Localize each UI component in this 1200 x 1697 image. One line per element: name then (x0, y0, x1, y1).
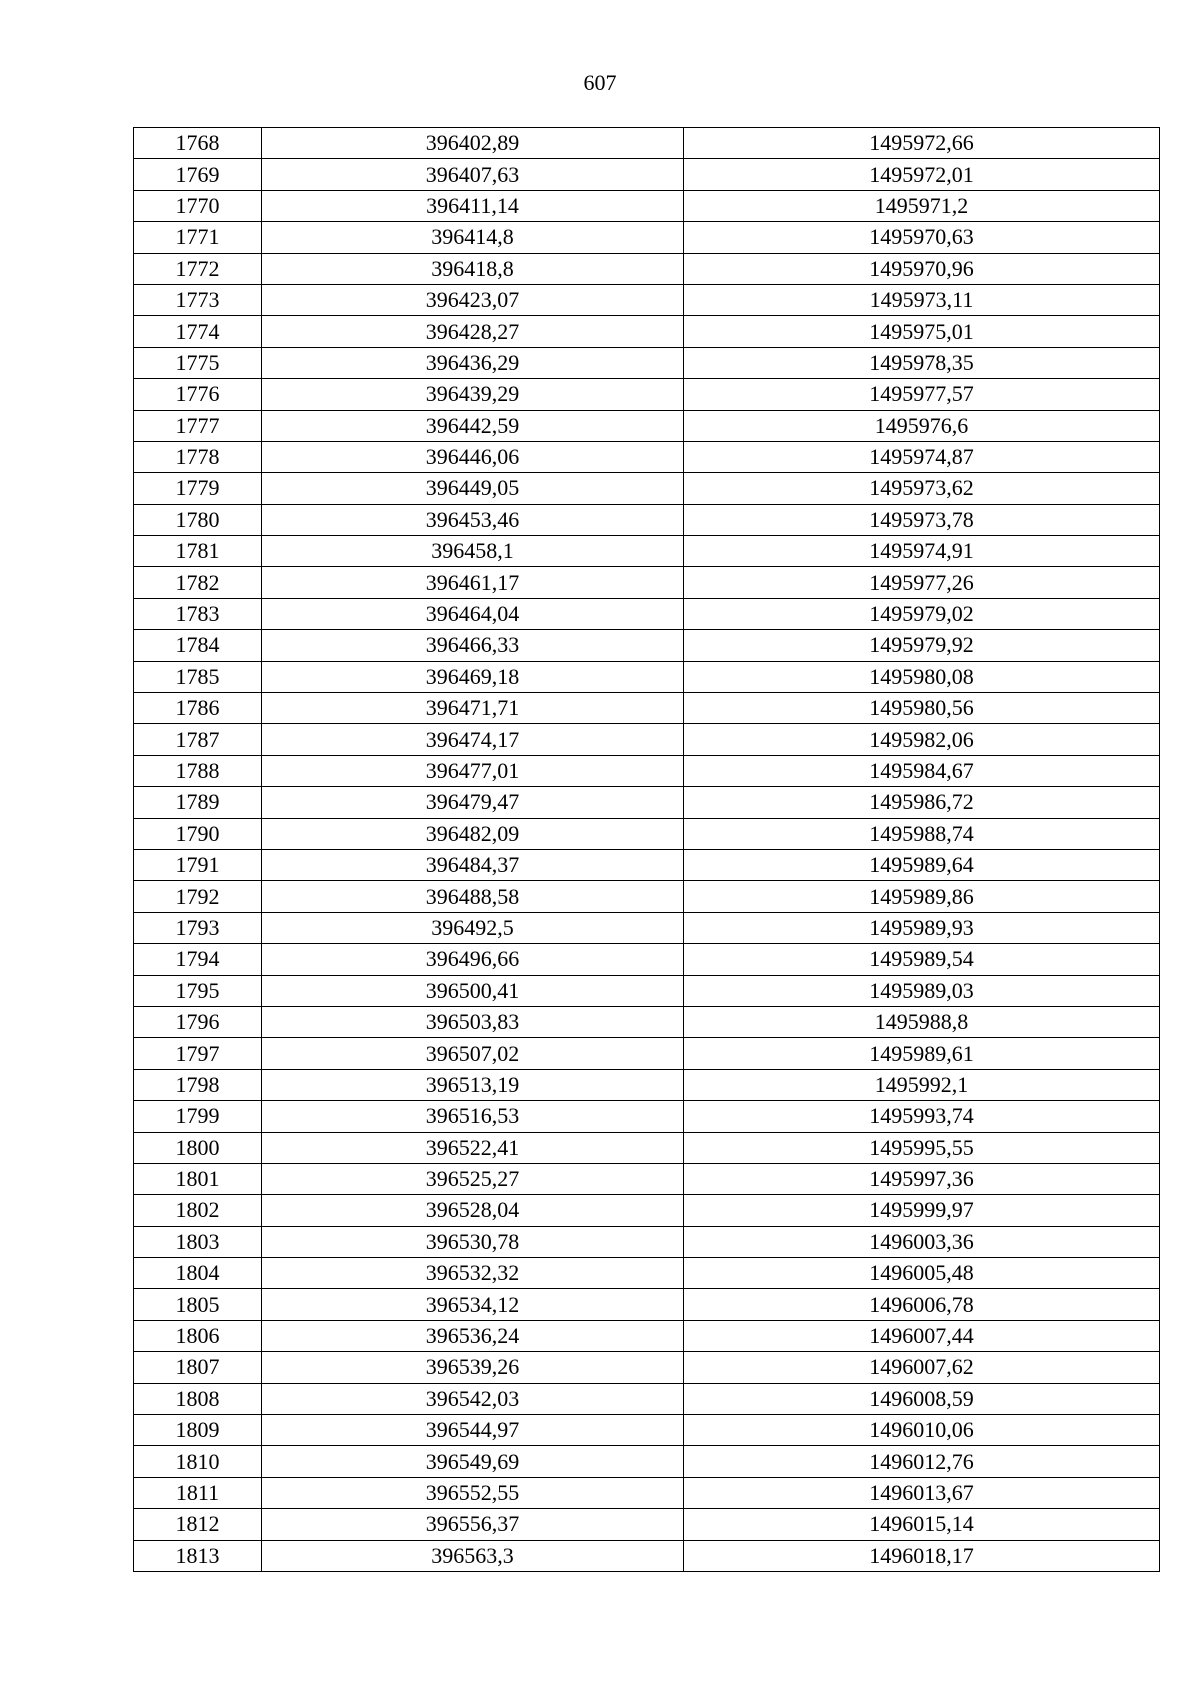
y-coordinate-cell: 1495971,2 (684, 190, 1160, 221)
point-number-cell: 1777 (134, 410, 262, 441)
point-number-cell: 1795 (134, 975, 262, 1006)
y-coordinate-cell: 1495995,55 (684, 1132, 1160, 1163)
table-row (134, 1352, 1160, 1383)
table-row (134, 1163, 1160, 1194)
y-coordinate-cell: 1495977,57 (684, 379, 1160, 410)
point-number-cell: 1784 (134, 630, 262, 661)
table-row (134, 1415, 1160, 1446)
table-row (134, 1446, 1160, 1477)
point-number-cell: 1805 (134, 1289, 262, 1320)
table-row (134, 1006, 1160, 1037)
table-row (134, 316, 1160, 347)
x-coordinate-cell: 396536,24 (262, 1320, 684, 1351)
y-coordinate-cell: 1496012,76 (684, 1446, 1160, 1477)
y-coordinate-cell: 1495979,02 (684, 598, 1160, 629)
x-coordinate-cell: 396471,71 (262, 693, 684, 724)
coordinates-table (133, 127, 1160, 1572)
table-row (134, 1038, 1160, 1069)
table-row (134, 944, 1160, 975)
table-row (134, 849, 1160, 880)
point-number-cell: 1801 (134, 1163, 262, 1194)
point-number-cell: 1789 (134, 787, 262, 818)
table-row (134, 975, 1160, 1006)
table-row (134, 1320, 1160, 1351)
x-coordinate-cell: 396428,27 (262, 316, 684, 347)
x-coordinate-cell: 396492,5 (262, 912, 684, 943)
point-number-cell: 1776 (134, 379, 262, 410)
x-coordinate-cell: 396402,89 (262, 128, 684, 159)
table-row (134, 818, 1160, 849)
y-coordinate-cell: 1495989,64 (684, 849, 1160, 880)
point-number-cell: 1812 (134, 1509, 262, 1540)
table-row (134, 881, 1160, 912)
point-number-cell: 1804 (134, 1258, 262, 1289)
x-coordinate-cell: 396522,41 (262, 1132, 684, 1163)
table-row (134, 1195, 1160, 1226)
y-coordinate-cell: 1495989,93 (684, 912, 1160, 943)
x-coordinate-cell: 396458,1 (262, 536, 684, 567)
point-number-cell: 1786 (134, 693, 262, 724)
point-number-cell: 1800 (134, 1132, 262, 1163)
table-row (134, 190, 1160, 221)
point-number-cell: 1780 (134, 504, 262, 535)
point-number-cell: 1796 (134, 1006, 262, 1037)
point-number-cell: 1783 (134, 598, 262, 629)
x-coordinate-cell: 396411,14 (262, 190, 684, 221)
table-row (134, 1383, 1160, 1414)
table-row (134, 473, 1160, 504)
table-row (134, 441, 1160, 472)
x-coordinate-cell: 396461,17 (262, 567, 684, 598)
y-coordinate-cell: 1495975,01 (684, 316, 1160, 347)
point-number-cell: 1799 (134, 1101, 262, 1132)
point-number-cell: 1806 (134, 1320, 262, 1351)
point-number-cell: 1770 (134, 190, 262, 221)
x-coordinate-cell: 396513,19 (262, 1069, 684, 1100)
point-number-cell: 1787 (134, 724, 262, 755)
x-coordinate-cell: 396466,33 (262, 630, 684, 661)
x-coordinate-cell: 396482,09 (262, 818, 684, 849)
point-number-cell: 1771 (134, 222, 262, 253)
x-coordinate-cell: 396453,46 (262, 504, 684, 535)
y-coordinate-cell: 1496003,36 (684, 1226, 1160, 1257)
coordinates-table-body (134, 128, 1160, 1572)
table-row (134, 410, 1160, 441)
x-coordinate-cell: 396449,05 (262, 473, 684, 504)
y-coordinate-cell: 1496007,44 (684, 1320, 1160, 1351)
point-number-cell: 1790 (134, 818, 262, 849)
y-coordinate-cell: 1496013,67 (684, 1477, 1160, 1508)
table-row (134, 222, 1160, 253)
y-coordinate-cell: 1495976,6 (684, 410, 1160, 441)
y-coordinate-cell: 1495980,56 (684, 693, 1160, 724)
y-coordinate-cell: 1495970,63 (684, 222, 1160, 253)
x-coordinate-cell: 396552,55 (262, 1477, 684, 1508)
x-coordinate-cell: 396436,29 (262, 347, 684, 378)
y-coordinate-cell: 1495972,66 (684, 128, 1160, 159)
point-number-cell: 1794 (134, 944, 262, 975)
x-coordinate-cell: 396507,02 (262, 1038, 684, 1069)
table-row (134, 1132, 1160, 1163)
point-number-cell: 1778 (134, 441, 262, 472)
table-row (134, 755, 1160, 786)
x-coordinate-cell: 396503,83 (262, 1006, 684, 1037)
point-number-cell: 1788 (134, 755, 262, 786)
y-coordinate-cell: 1495999,97 (684, 1195, 1160, 1226)
x-coordinate-cell: 396464,04 (262, 598, 684, 629)
point-number-cell: 1802 (134, 1195, 262, 1226)
y-coordinate-cell: 1495989,03 (684, 975, 1160, 1006)
y-coordinate-cell: 1495974,87 (684, 441, 1160, 472)
x-coordinate-cell: 396418,8 (262, 253, 684, 284)
table-row (134, 128, 1160, 159)
x-coordinate-cell: 396500,41 (262, 975, 684, 1006)
point-number-cell: 1813 (134, 1540, 262, 1571)
table-row (134, 536, 1160, 567)
point-number-cell: 1785 (134, 661, 262, 692)
point-number-cell: 1774 (134, 316, 262, 347)
y-coordinate-cell: 1496007,62 (684, 1352, 1160, 1383)
y-coordinate-cell: 1496010,06 (684, 1415, 1160, 1446)
x-coordinate-cell: 396479,47 (262, 787, 684, 818)
y-coordinate-cell: 1495978,35 (684, 347, 1160, 378)
table-row (134, 724, 1160, 755)
y-coordinate-cell: 1496015,14 (684, 1509, 1160, 1540)
x-coordinate-cell: 396439,29 (262, 379, 684, 410)
table-row (134, 1509, 1160, 1540)
y-coordinate-cell: 1495982,06 (684, 724, 1160, 755)
table-row (134, 598, 1160, 629)
table-row (134, 1226, 1160, 1257)
table-row (134, 347, 1160, 378)
y-coordinate-cell: 1495973,11 (684, 284, 1160, 315)
x-coordinate-cell: 396414,8 (262, 222, 684, 253)
point-number-cell: 1782 (134, 567, 262, 598)
y-coordinate-cell: 1495986,72 (684, 787, 1160, 818)
y-coordinate-cell: 1495973,78 (684, 504, 1160, 535)
point-number-cell: 1768 (134, 128, 262, 159)
x-coordinate-cell: 396549,69 (262, 1446, 684, 1477)
point-number-cell: 1810 (134, 1446, 262, 1477)
x-coordinate-cell: 396496,66 (262, 944, 684, 975)
x-coordinate-cell: 396477,01 (262, 755, 684, 786)
table-row (134, 661, 1160, 692)
x-coordinate-cell: 396534,12 (262, 1289, 684, 1320)
x-coordinate-cell: 396525,27 (262, 1163, 684, 1194)
y-coordinate-cell: 1495979,92 (684, 630, 1160, 661)
x-coordinate-cell: 396446,06 (262, 441, 684, 472)
y-coordinate-cell: 1495989,54 (684, 944, 1160, 975)
point-number-cell: 1769 (134, 159, 262, 190)
x-coordinate-cell: 396516,53 (262, 1101, 684, 1132)
table-row (134, 284, 1160, 315)
table-row (134, 1258, 1160, 1289)
y-coordinate-cell: 1496006,78 (684, 1289, 1160, 1320)
y-coordinate-cell: 1495993,74 (684, 1101, 1160, 1132)
table-row (134, 567, 1160, 598)
y-coordinate-cell: 1495992,1 (684, 1069, 1160, 1100)
x-coordinate-cell: 396563,3 (262, 1540, 684, 1571)
y-coordinate-cell: 1495980,08 (684, 661, 1160, 692)
y-coordinate-cell: 1496005,48 (684, 1258, 1160, 1289)
x-coordinate-cell: 396530,78 (262, 1226, 684, 1257)
y-coordinate-cell: 1496018,17 (684, 1540, 1160, 1571)
point-number-cell: 1811 (134, 1477, 262, 1508)
page-number: 607 (583, 70, 617, 95)
y-coordinate-cell: 1495973,62 (684, 473, 1160, 504)
x-coordinate-cell: 396556,37 (262, 1509, 684, 1540)
table-row (134, 1477, 1160, 1508)
point-number-cell: 1808 (134, 1383, 262, 1414)
table-row (134, 379, 1160, 410)
table-row (134, 630, 1160, 661)
point-number-cell: 1772 (134, 253, 262, 284)
x-coordinate-cell: 396469,18 (262, 661, 684, 692)
x-coordinate-cell: 396532,32 (262, 1258, 684, 1289)
table-row (134, 504, 1160, 535)
point-number-cell: 1781 (134, 536, 262, 567)
table-row (134, 1289, 1160, 1320)
point-number-cell: 1798 (134, 1069, 262, 1100)
y-coordinate-cell: 1495997,36 (684, 1163, 1160, 1194)
point-number-cell: 1791 (134, 849, 262, 880)
point-number-cell: 1793 (134, 912, 262, 943)
x-coordinate-cell: 396544,97 (262, 1415, 684, 1446)
point-number-cell: 1807 (134, 1352, 262, 1383)
y-coordinate-cell: 1495989,61 (684, 1038, 1160, 1069)
point-number-cell: 1773 (134, 284, 262, 315)
y-coordinate-cell: 1495977,26 (684, 567, 1160, 598)
y-coordinate-cell: 1495988,8 (684, 1006, 1160, 1037)
x-coordinate-cell: 396488,58 (262, 881, 684, 912)
x-coordinate-cell: 396528,04 (262, 1195, 684, 1226)
x-coordinate-cell: 396407,63 (262, 159, 684, 190)
table-row (134, 1069, 1160, 1100)
table-row (134, 912, 1160, 943)
point-number-cell: 1792 (134, 881, 262, 912)
table-row (134, 1101, 1160, 1132)
x-coordinate-cell: 396423,07 (262, 284, 684, 315)
table-row (134, 253, 1160, 284)
table-row (134, 1540, 1160, 1571)
y-coordinate-cell: 1495988,74 (684, 818, 1160, 849)
y-coordinate-cell: 1495984,67 (684, 755, 1160, 786)
y-coordinate-cell: 1495972,01 (684, 159, 1160, 190)
point-number-cell: 1809 (134, 1415, 262, 1446)
y-coordinate-cell: 1496008,59 (684, 1383, 1160, 1414)
x-coordinate-cell: 396442,59 (262, 410, 684, 441)
point-number-cell: 1803 (134, 1226, 262, 1257)
table-row (134, 159, 1160, 190)
x-coordinate-cell: 396484,37 (262, 849, 684, 880)
point-number-cell: 1775 (134, 347, 262, 378)
point-number-cell: 1779 (134, 473, 262, 504)
table-row (134, 787, 1160, 818)
y-coordinate-cell: 1495970,96 (684, 253, 1160, 284)
y-coordinate-cell: 1495989,86 (684, 881, 1160, 912)
x-coordinate-cell: 396542,03 (262, 1383, 684, 1414)
table-row (134, 693, 1160, 724)
y-coordinate-cell: 1495974,91 (684, 536, 1160, 567)
point-number-cell: 1797 (134, 1038, 262, 1069)
x-coordinate-cell: 396474,17 (262, 724, 684, 755)
x-coordinate-cell: 396539,26 (262, 1352, 684, 1383)
